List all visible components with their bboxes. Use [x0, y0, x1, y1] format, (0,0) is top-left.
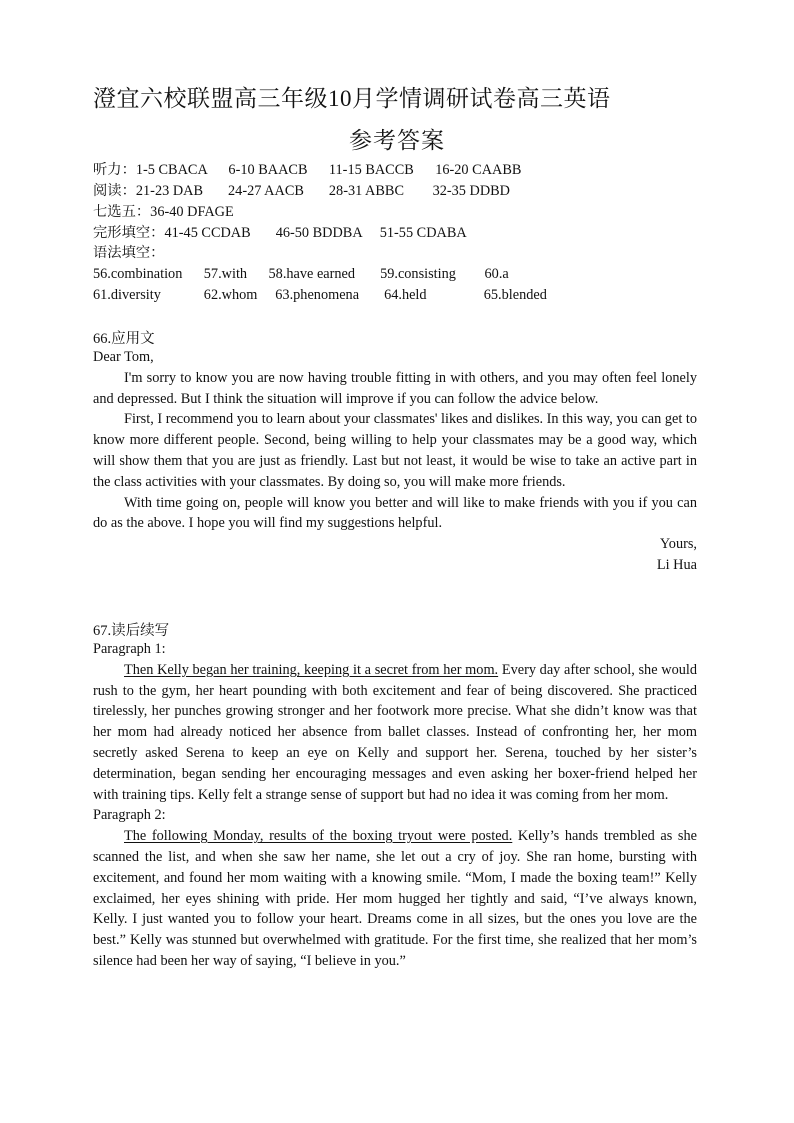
answer-line-grammar-2: 61.diversity 62.whom 63.phenomena 64.held 65.blended [93, 287, 547, 303]
answer-line-grammar-1: 56.combination 57.with 58.have earned 59.consisting 60.a [93, 266, 509, 282]
section-66-heading: 66.应用文 [93, 331, 155, 347]
letter-signature: Li Hua [656, 556, 697, 573]
paragraph-2-lead-sentence: The following Monday, results of the boxing tryout were posted. [124, 828, 513, 845]
letter-paragraph: I'm sorry to know you are now having trouble fitting in with others, and you may often feel lonely and depressed. But I think the situation will improve if you can follow the advice below. [93, 369, 697, 407]
paragraph-2 [93, 826, 697, 972]
letter-paragraph: First, I recommend you to learn about your classmates' likes and dislikes. In this way, you can get to know more different people. Second, being willing to help your classmates may be a good way, which will show them that you are just as friendly. Last but not least, it would be wise to take an active part in the class activities with your classmates. By doing so, you will make more friends. [93, 411, 698, 490]
paragraph-1 [93, 660, 697, 806]
section-67-heading: 67.读后续写 [93, 623, 170, 639]
paragraph-1-lead-sentence: Then Kelly began her training, keeping it a secret from her mom. [124, 661, 499, 678]
paragraph-2-label: Paragraph 2: [93, 807, 166, 824]
letter-paragraph: With time going on, people will know you better and will like to make friends with you if you can do as the above. I hope you will find my suggestions helpful. [93, 494, 697, 532]
answer-line-grammar-heading: 语法填空： [93, 245, 165, 261]
paragraph-1-label: Paragraph 1: [93, 641, 166, 657]
answer-line-cloze: 完形填空：41-45 CCDAB 46-50 BDDBA 51-55 CDABA [93, 225, 467, 241]
answer-line-listening: 听力：1-5 CBACA 6-10 BAACB 11-15 BACCB 16-20 CAABB [93, 162, 522, 178]
answer-line-seven-choose-five: 七选五：36-40 DFAGE [93, 204, 234, 220]
paragraph-1-text: Every day after school, she would rush to the gym, her heart pounding with both excitement and fear of being discovered. She practiced tirelessly, her punches growing stronger and her footwork more precise. What she didn’t know was that her mom had already noticed her absence from ballet classes. Instead of confronting her, her mom secretly asked Serena to keep an eye on Kelly and support her. Serena, touched by her sister’s determination, began sending her encouraging messages and even asking her boxer-friend helped her with training tips. Kelly felt a strange sense of support but had no idea it was coming from her mom. [93, 661, 697, 803]
paragraph-2-text: Kelly’s hands trembled as she scanned the list, and when she saw her name, she let out a cry of joy. She ran home, bursting with excitement, and found her mom waiting with a knowing smile. “Mom, I made the boxing team!” Kelly exclaimed, her eyes shining with pride. Her mom hugged her tightly and said, “I’ve always known, Kelly. I just wanted you to follow your heart. Dreams come in all sizes, but the ones you love are the best.” Kelly was stunned but overwhelmed with gratitude. For the first time, she realized that her mom’s silence had been her way of saying, “I believe in you.” [93, 828, 697, 969]
document-title: 澄宜六校联盟高三年级10月学情调研试卷高三英语 [93, 86, 611, 111]
letter-closing: Yours, [659, 536, 697, 553]
section-67-continuation [93, 639, 697, 972]
section-66-letter [93, 347, 697, 576]
document-subtitle: 参考答案 [349, 128, 445, 153]
letter-salutation: Dear Tom, [93, 349, 154, 365]
answer-line-reading: 阅读：21-23 DAB 24-27 AACB 28-31 ABBC 32-35 DDBD [93, 183, 511, 199]
